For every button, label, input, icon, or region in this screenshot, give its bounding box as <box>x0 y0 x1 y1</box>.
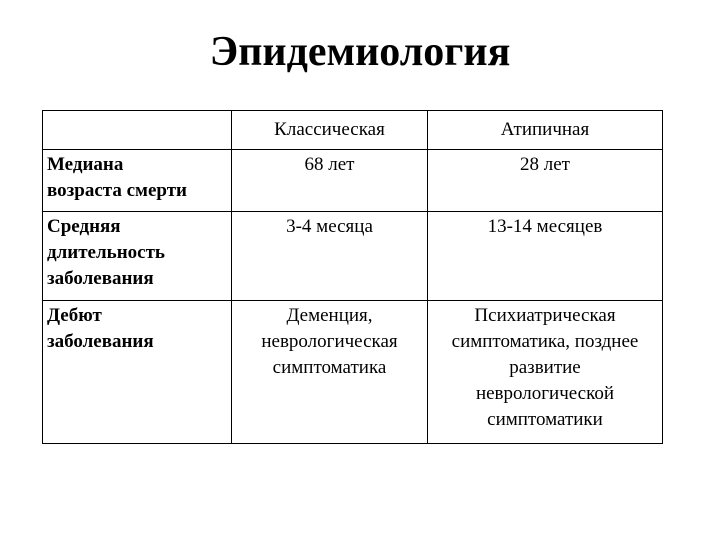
table-row-median-age <box>43 150 663 212</box>
value-line: 3-4 месяца <box>286 216 373 237</box>
table-row-onset <box>43 301 663 444</box>
label-line: длительность <box>47 242 165 263</box>
value-line: развитие <box>509 357 581 378</box>
table-row-duration <box>43 212 663 301</box>
value-line: симптоматика <box>272 357 387 378</box>
value-line: неврологической <box>475 383 615 404</box>
label-line: Дебют <box>47 305 102 326</box>
label-line: Средняя <box>47 216 121 237</box>
table-header-row <box>43 111 663 150</box>
value-line: Психиатрическая <box>474 305 616 326</box>
cell-classic-onset <box>232 301 428 444</box>
header-empty-cell <box>43 111 232 150</box>
label-line: возраста смерти <box>47 180 187 201</box>
cell-atypical-duration <box>428 212 663 301</box>
label-line: заболевания <box>47 268 154 289</box>
row-label-duration <box>43 212 232 301</box>
cell-atypical-median-age <box>428 150 663 212</box>
epidemiology-table <box>42 110 663 444</box>
row-label-median-age <box>43 150 232 212</box>
row-label-onset <box>43 301 232 444</box>
value-line: симптоматика, позднее <box>451 331 639 352</box>
value-line: 68 лет <box>304 154 355 175</box>
value-line: симптоматики <box>487 409 603 430</box>
value-line: Деменция, <box>286 305 373 326</box>
cell-classic-median-age <box>232 150 428 212</box>
cell-atypical-onset <box>428 301 663 444</box>
label-line: Медиана <box>47 154 124 175</box>
slide-title: Эпидемиология <box>209 29 511 75</box>
value-line: неврологическая <box>261 331 398 352</box>
header-atypical: Атипичная <box>428 111 663 150</box>
value-line: 28 лет <box>520 154 570 175</box>
cell-classic-duration <box>232 212 428 301</box>
value-line: 13-14 месяцев <box>487 216 603 237</box>
label-line: заболевания <box>47 331 154 352</box>
header-classic: Классическая <box>232 111 428 150</box>
